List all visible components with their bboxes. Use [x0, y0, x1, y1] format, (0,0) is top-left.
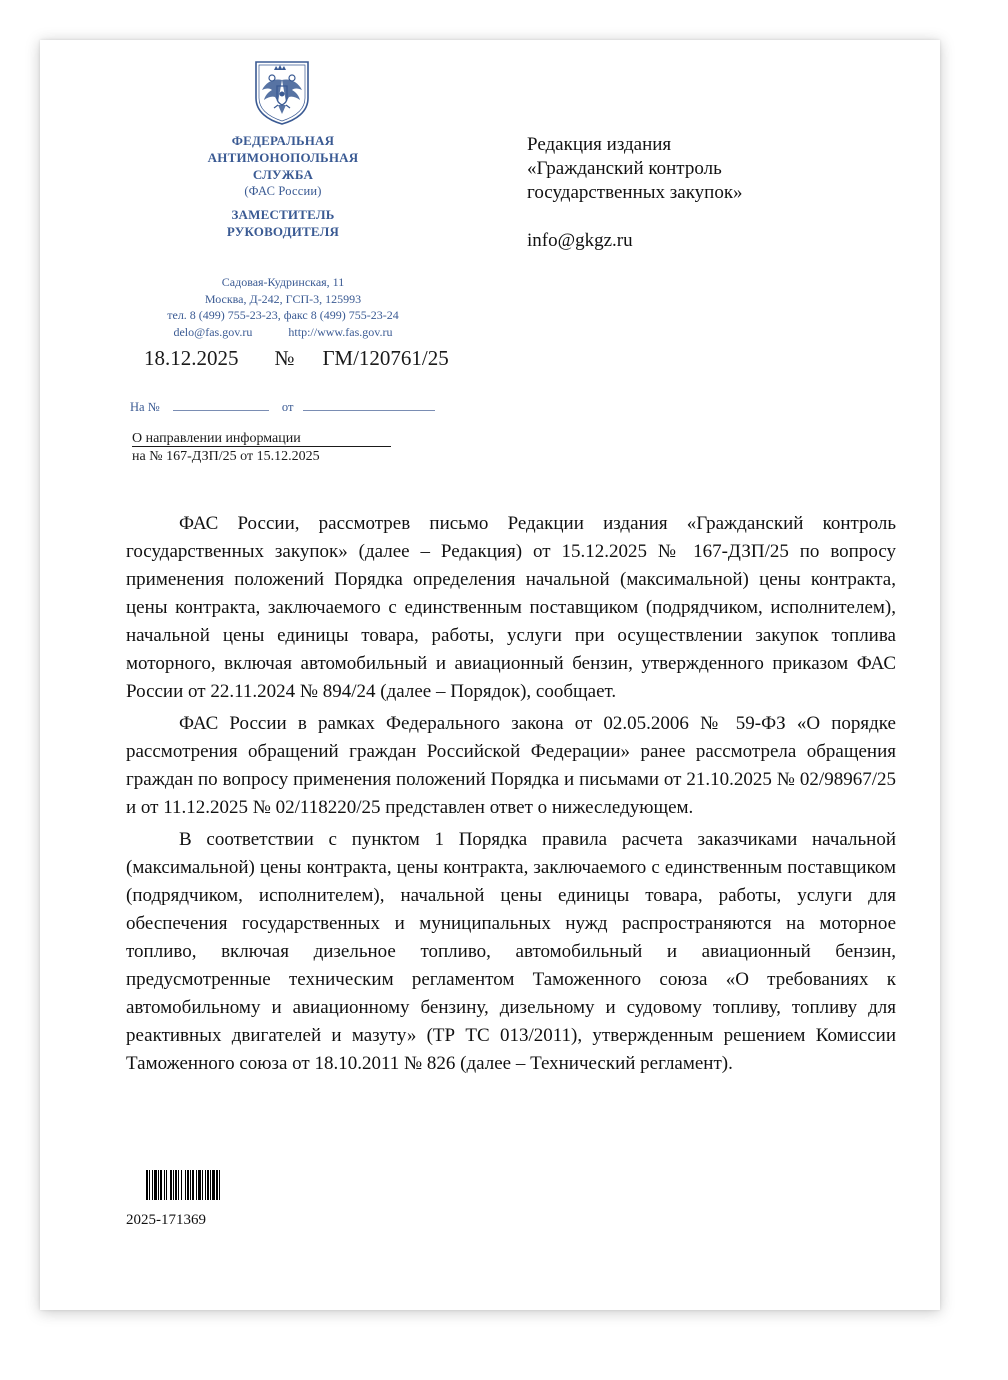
letter-subject — [132, 430, 391, 466]
email-web-row — [128, 324, 438, 341]
document-id: 2025-171369 — [126, 1212, 206, 1228]
phone-fax: тел. 8 (499) 755-23-23, факс 8 (499) 755-23-24 — [167, 308, 399, 322]
reply-to-row — [130, 398, 435, 415]
reply-from-label: от — [281, 400, 294, 414]
reply-to-label: На № — [130, 400, 160, 414]
body-paragraph-2: ФАС России в рамках Федерального закона от 02.05.2006 № 59-ФЗ «О порядке рассмотрения обращений граждан Российской Федерации» ранее рассмотрела обращения граждан по вопросу применения положений Порядка и письмами от 21.10.2025 № 02/98967/25 и от 11.12.2025 № 02/118220/25 представлен ответ о нижеследующем. — [126, 713, 896, 818]
agency-short-name: (ФАС России) — [244, 184, 322, 198]
agency-block — [178, 132, 388, 240]
agency-name-line-3: СЛУЖБА — [252, 167, 314, 182]
agency-email: delo@fas.gov.ru — [173, 324, 253, 339]
subject-title: О направлении информации — [132, 431, 391, 447]
address-street: Садовая-Кудринская, 11 — [221, 275, 345, 289]
number-sign: № — [274, 346, 295, 370]
reply-from-date-line — [303, 398, 435, 411]
signatory-role-line-1: ЗАМЕСТИТЕЛЬ — [231, 207, 335, 222]
reply-to-number-line — [173, 398, 269, 411]
body-paragraph-1: ФАС России, рассмотрев письмо Редакции издания «Гражданский контроль государственных закупок» (далее – Редакция) от 15.12.2025 № 167-ДЗП/25 по вопросу применения положений Порядка определения начальной (максимальной) цены контракта, цены контракта, заключаемого с единственным поставщиком (подрядчиком, исполнителем), начальной цены единицы товара, работы, услуги при осуществлении закупок топлива моторного, включая автомобильный и авиационный бензин, утвержденного приказом ФАС России от 22.11.2024 № 894/24 (далее – Порядок), сообщает. — [126, 513, 896, 702]
addressee-email: info@gkgz.ru — [527, 230, 633, 251]
registration-line — [144, 346, 449, 371]
address-city: Москва, Д-242, ГСП-3, 125993 — [204, 291, 362, 306]
registration-number: ГМ/120761/25 — [322, 346, 449, 370]
signatory-role-line-2: РУКОВОДИТЕЛЯ — [226, 224, 340, 239]
coat-of-arms-icon — [250, 58, 314, 126]
agency-name-line-2: АНТИМОНОПОЛЬНАЯ — [207, 150, 359, 165]
letter-body — [126, 510, 896, 1082]
addressee-line-2: «Гражданский контроль — [527, 158, 722, 179]
addressee-line-3: государственных закупок» — [527, 182, 743, 203]
body-paragraph-3: В соответствии с пунктом 1 Порядка правила расчета заказчиками начальной (максимальной) цены контракта, цены контракта, заключаемого с единственным поставщиком (подрядчиком, исполнителем), начальной цены единицы товара, работы, услуги для обеспечения государственных и муниципальных нужд распространяются на моторное топливо, включая дизельное топливо, автомобильный и авиационный бензин, предусмотренные техническим регламентом Таможенного союза «О требованиях к автомобильному и авиационному бензину, дизельному и судовому топливу, топливу для реактивных двигателей и мазуту» (ТР ТС 013/2011), утвержденным решением Комиссии Таможенного союза от 18.10.2011 № 826 (далее – Технический регламент). — [126, 829, 896, 1074]
agency-name-line-1: ФЕДЕРАЛЬНАЯ — [231, 133, 335, 148]
registration-date: 18.12.2025 — [144, 346, 239, 370]
barcode-icon — [146, 1170, 242, 1200]
agency-contacts — [128, 274, 438, 340]
agency-website: http://www.fas.gov.ru — [288, 324, 393, 339]
letter-page — [40, 40, 940, 1310]
addressee-block — [527, 133, 743, 253]
subject-reference: на № 167-ДЗП/25 от 15.12.2025 — [132, 449, 320, 464]
addressee-line-1: Редакция издания — [527, 134, 672, 155]
